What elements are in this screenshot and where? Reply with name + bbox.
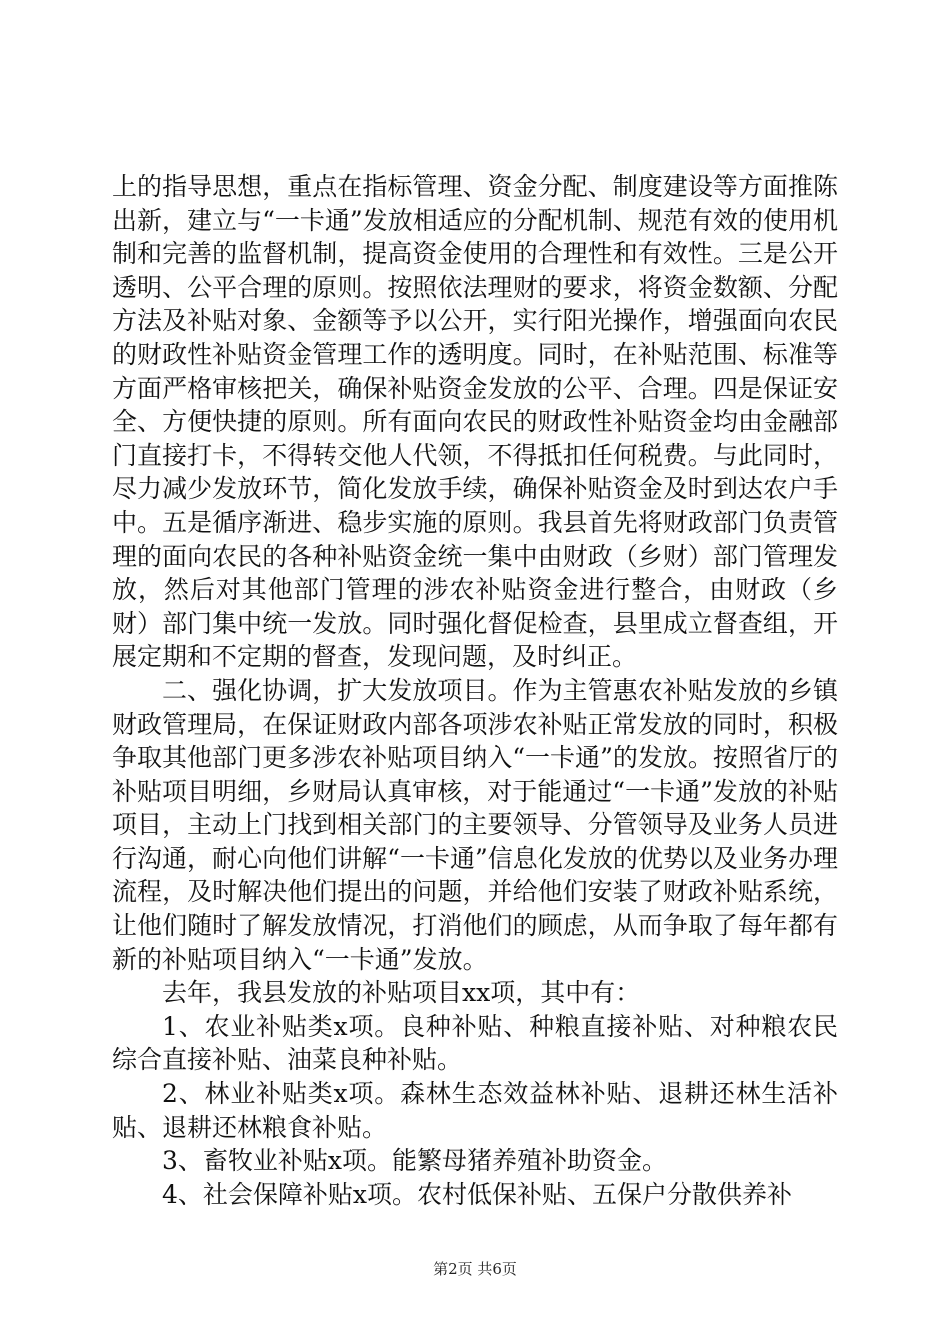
list-item-forestry: 2、林业补贴类x项。森林生态效益林补贴、退耕还林生活补贴、退耕还林粮食补贴。 (112, 1079, 838, 1142)
paragraph-last-year-summary: 去年，我县发放的补贴项目xx项，其中有： (162, 978, 641, 1008)
list-item-social-security: 4、社会保障补贴x项。农村低保补贴、五保户分散供养补 (162, 1179, 793, 1209)
list-item-agriculture: 1、农业补贴类x项。良种补贴、种粮直接补贴、对种粮农民综合直接补贴、油菜良种补贴。 (112, 1011, 838, 1075)
paragraph-continuation: 上的指导思想，重点在指标管理、资金分配、制度建设等方面推陈出新，建立与“一卡通”发放相适应的分配机制、规范有效的使用机制和完善的监督机制，提高资金使用的合理性和有效性。三是公开透明、公平合理的原则。按照依法理财的要求，将资金数额、分配方法及补贴对象、金额等予以公开，实行阳光操作，增强面向农民的财政性补贴资金管理工作的透明度。同时，在补贴范围、标准等方面严格审核把关，确保补贴资金发放的公平、合理。四是保证安全、方便快捷的原则。所有面向农民的财政性补贴资金均由金融部门直接打卡，不得转交他人代领，不得抵扣任何税费。与此同时，尽力减少发放环节，简化发放手续，确保补贴资金及时到达农户手中。五是循序渐进、稳步实施的原则。我县首先将财政部门负责管理的面向农民的各种补贴资金统一集中由财政（乡财）部门管理发放，然后对其他部门管理的涉农补贴资金进行整合，由财政（乡财）部门集中统一发放。同时强化督促检查，县里成立督查组，开展定期和不定期的督查，发现问题，及时纠正。 (112, 172, 838, 672)
document-body (112, 170, 838, 1211)
paragraph-section-two: 二、强化协调，扩大发放项目。作为主管惠农补贴发放的乡镇财政管理局，在保证财政内部各项涉农补贴正常发放的同时，积极争取其他部门更多涉农补贴项目纳入“一卡通”的发放。按照省厅的补贴项目明细，乡财局认真审核，对于能通过“一卡通”发放的补贴项目，主动上门找到相关部门的主要领导、分管领导及业务人员进行沟通，耐心向他们讲解“一卡通”信息化发放的优势以及业务办理流程，及时解决他们提出的问题，并给他们安装了财政补贴系统，让他们随时了解发放情况，打消他们的顾虑，从而争取了每年都有新的补贴项目纳入“一卡通”发放。 (112, 675, 838, 974)
page-footer: 第2页 共6页 (433, 1260, 517, 1278)
list-item-livestock: 3、畜牧业补贴x项。能繁母猪养殖补助资金。 (162, 1146, 668, 1176)
